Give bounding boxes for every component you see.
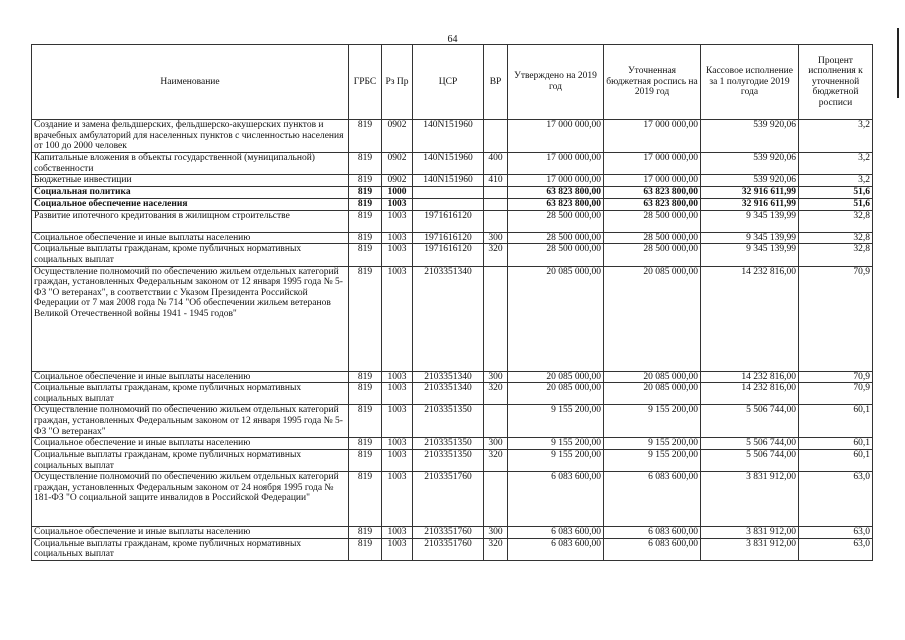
row-grbs-cell: 819 bbox=[349, 244, 382, 266]
row-percent-cell: 51,6 bbox=[799, 198, 873, 210]
row-refined-cell: 9 155 200,00 bbox=[604, 405, 701, 438]
table-row bbox=[32, 186, 873, 198]
row-vr-cell bbox=[484, 210, 508, 232]
row-percent-cell: 70,9 bbox=[799, 266, 873, 371]
row-vr-cell: 300 bbox=[484, 527, 508, 539]
row-grbs-cell: 819 bbox=[349, 186, 382, 198]
row-cash-cell: 5 506 744,00 bbox=[701, 449, 799, 471]
row-refined-cell: 20 085 000,00 bbox=[604, 383, 701, 405]
row-vr-cell bbox=[484, 405, 508, 438]
row-percent-cell: 3,2 bbox=[799, 153, 873, 175]
row-percent-cell: 51,6 bbox=[799, 186, 873, 198]
row-refined-cell: 28 500 000,00 bbox=[604, 210, 701, 232]
table-row bbox=[32, 175, 873, 187]
row-percent-cell: 63,0 bbox=[799, 472, 873, 527]
row-cash-cell: 14 232 816,00 bbox=[701, 383, 799, 405]
row-name-cell: Осуществление полномочий по обеспечению жильем отдельных категорий граждан, установленных Федеральным законом от 12 января 1995 года № 5-ФЗ "О ветеранах" bbox=[32, 405, 349, 438]
row-vr-cell: 400 bbox=[484, 153, 508, 175]
row-refined-cell: 28 500 000,00 bbox=[604, 244, 701, 266]
row-name-cell: Социальное обеспечение и иные выплаты населению bbox=[32, 232, 349, 244]
table-row bbox=[32, 120, 873, 153]
row-cash-cell: 14 232 816,00 bbox=[701, 266, 799, 371]
row-rzpr-cell: 1003 bbox=[382, 244, 413, 266]
row-percent-cell: 63,0 bbox=[799, 527, 873, 539]
row-grbs-cell: 819 bbox=[349, 538, 382, 560]
row-rzpr-cell: 0902 bbox=[382, 153, 413, 175]
row-grbs-cell: 819 bbox=[349, 266, 382, 371]
row-cash-cell: 539 920,06 bbox=[701, 153, 799, 175]
row-csr-cell: 1971616120 bbox=[413, 210, 484, 232]
row-vr-cell: 300 bbox=[484, 232, 508, 244]
row-percent-cell: 60,1 bbox=[799, 449, 873, 471]
row-csr-cell bbox=[413, 186, 484, 198]
row-refined-cell: 9 155 200,00 bbox=[604, 438, 701, 450]
row-approved-cell: 63 823 800,00 bbox=[508, 198, 604, 210]
row-grbs-cell: 819 bbox=[349, 438, 382, 450]
row-cash-cell: 539 920,06 bbox=[701, 120, 799, 153]
row-percent-cell: 32,8 bbox=[799, 210, 873, 232]
row-vr-cell: 300 bbox=[484, 438, 508, 450]
table-row bbox=[32, 438, 873, 450]
page-edge-mark bbox=[897, 28, 899, 98]
row-refined-cell: 6 083 600,00 bbox=[604, 538, 701, 560]
row-cash-cell: 539 920,06 bbox=[701, 175, 799, 187]
row-vr-cell bbox=[484, 266, 508, 371]
row-name-cell: Социальное обеспечение населения bbox=[32, 198, 349, 210]
row-rzpr-cell: 1003 bbox=[382, 538, 413, 560]
row-rzpr-cell: 1003 bbox=[382, 371, 413, 383]
row-refined-cell: 28 500 000,00 bbox=[604, 232, 701, 244]
row-name-cell: Развитие ипотечного кредитования в жилищном строительстве bbox=[32, 210, 349, 232]
table-row bbox=[32, 527, 873, 539]
row-cash-cell: 3 831 912,00 bbox=[701, 538, 799, 560]
header-vr: ВР bbox=[484, 45, 508, 120]
table-row bbox=[32, 449, 873, 471]
row-refined-cell: 6 083 600,00 bbox=[604, 472, 701, 527]
row-csr-cell: 2103351340 bbox=[413, 383, 484, 405]
row-percent-cell: 32,8 bbox=[799, 232, 873, 244]
row-refined-cell: 63 823 800,00 bbox=[604, 198, 701, 210]
row-percent-cell: 70,9 bbox=[799, 371, 873, 383]
row-approved-cell: 9 155 200,00 bbox=[508, 449, 604, 471]
row-percent-cell: 60,1 bbox=[799, 405, 873, 438]
row-cash-cell: 14 232 816,00 bbox=[701, 371, 799, 383]
row-vr-cell: 320 bbox=[484, 383, 508, 405]
row-name-cell: Социальные выплаты гражданам, кроме публичных нормативных социальных выплат bbox=[32, 244, 349, 266]
row-csr-cell: 2103351760 bbox=[413, 472, 484, 527]
row-name-cell: Создание и замена фельдшерских, фельдшерско-акушерских пунктов и врачебных амбулаторий для населенных пунктов с численностью населения от 100 до 2000 человек bbox=[32, 120, 349, 153]
row-csr-cell: 2103351340 bbox=[413, 266, 484, 371]
row-cash-cell: 32 916 611,99 bbox=[701, 198, 799, 210]
row-rzpr-cell: 1003 bbox=[382, 210, 413, 232]
row-refined-cell: 6 083 600,00 bbox=[604, 527, 701, 539]
row-vr-cell: 410 bbox=[484, 175, 508, 187]
row-rzpr-cell: 1003 bbox=[382, 383, 413, 405]
budget-table bbox=[31, 44, 873, 561]
row-csr-cell: 1971616120 bbox=[413, 244, 484, 266]
row-csr-cell bbox=[413, 198, 484, 210]
row-approved-cell: 28 500 000,00 bbox=[508, 210, 604, 232]
row-grbs-cell: 819 bbox=[349, 210, 382, 232]
row-csr-cell: 140N151960 bbox=[413, 120, 484, 153]
row-cash-cell: 32 916 611,99 bbox=[701, 186, 799, 198]
row-name-cell: Осуществление полномочий по обеспечению жильем отдельных категорий граждан, установленных Федеральным законом от 24 ноября 1995 года № 181-ФЗ "О социальной защите инвалидов в Российской Федерации" bbox=[32, 472, 349, 527]
page-number: 64 bbox=[447, 34, 458, 45]
header-rzpr: Рз Пр bbox=[382, 45, 413, 120]
header-percent: Процент исполнения к уточненной бюджетной росписи bbox=[799, 45, 873, 120]
row-cash-cell: 9 345 139,99 bbox=[701, 232, 799, 244]
row-name-cell: Социальное обеспечение и иные выплаты населению bbox=[32, 438, 349, 450]
row-rzpr-cell: 1003 bbox=[382, 527, 413, 539]
row-cash-cell: 3 831 912,00 bbox=[701, 527, 799, 539]
table-row bbox=[32, 198, 873, 210]
row-approved-cell: 17 000 000,00 bbox=[508, 153, 604, 175]
header-refined: Уточненная бюджетная роспись на 2019 год bbox=[604, 45, 701, 120]
row-rzpr-cell: 1003 bbox=[382, 472, 413, 527]
table-row bbox=[32, 232, 873, 244]
row-approved-cell: 9 155 200,00 bbox=[508, 405, 604, 438]
row-grbs-cell: 819 bbox=[349, 175, 382, 187]
table-row bbox=[32, 210, 873, 232]
row-approved-cell: 28 500 000,00 bbox=[508, 244, 604, 266]
row-name-cell: Социальные выплаты гражданам, кроме публичных нормативных социальных выплат bbox=[32, 538, 349, 560]
table-row bbox=[32, 405, 873, 438]
table-row bbox=[32, 383, 873, 405]
row-percent-cell: 70,9 bbox=[799, 383, 873, 405]
row-percent-cell: 60,1 bbox=[799, 438, 873, 450]
row-grbs-cell: 819 bbox=[349, 449, 382, 471]
row-grbs-cell: 819 bbox=[349, 153, 382, 175]
row-csr-cell: 2103351350 bbox=[413, 405, 484, 438]
row-cash-cell: 3 831 912,00 bbox=[701, 472, 799, 527]
row-percent-cell: 32,8 bbox=[799, 244, 873, 266]
row-grbs-cell: 819 bbox=[349, 232, 382, 244]
row-cash-cell: 5 506 744,00 bbox=[701, 405, 799, 438]
header-approved: Утверждено на 2019 год bbox=[508, 45, 604, 120]
row-csr-cell: 2103351760 bbox=[413, 527, 484, 539]
row-rzpr-cell: 1003 bbox=[382, 198, 413, 210]
row-rzpr-cell: 1000 bbox=[382, 186, 413, 198]
table-row bbox=[32, 538, 873, 560]
row-refined-cell: 9 155 200,00 bbox=[604, 449, 701, 471]
row-grbs-cell: 819 bbox=[349, 472, 382, 527]
row-vr-cell bbox=[484, 186, 508, 198]
row-percent-cell: 63,0 bbox=[799, 538, 873, 560]
row-rzpr-cell: 1003 bbox=[382, 266, 413, 371]
row-vr-cell: 320 bbox=[484, 244, 508, 266]
row-approved-cell: 63 823 800,00 bbox=[508, 186, 604, 198]
table-row bbox=[32, 153, 873, 175]
row-rzpr-cell: 1003 bbox=[382, 438, 413, 450]
row-approved-cell: 17 000 000,00 bbox=[508, 120, 604, 153]
row-approved-cell: 28 500 000,00 bbox=[508, 232, 604, 244]
row-grbs-cell: 819 bbox=[349, 371, 382, 383]
row-name-cell: Социальная политика bbox=[32, 186, 349, 198]
table-header-row bbox=[32, 45, 873, 120]
row-name-cell: Осуществление полномочий по обеспечению жильем отдельных категорий граждан, установленных Федеральным законом от 12 января 1995 года № 5-ФЗ "О ветеранах", в соответствии с Указом Президента Российской Федерации от 7 мая 2008 года № 714 "Об обеспечении жильем ветеранов Великой Отечественной войны 1941 - 1945 годов" bbox=[32, 266, 349, 371]
row-percent-cell: 3,2 bbox=[799, 175, 873, 187]
row-cash-cell: 9 345 139,99 bbox=[701, 244, 799, 266]
row-name-cell: Социальные выплаты гражданам, кроме публичных нормативных социальных выплат bbox=[32, 383, 349, 405]
row-name-cell: Социальные выплаты гражданам, кроме публичных нормативных социальных выплат bbox=[32, 449, 349, 471]
row-name-cell: Социальное обеспечение и иные выплаты населению bbox=[32, 371, 349, 383]
table-row bbox=[32, 472, 873, 527]
row-approved-cell: 20 085 000,00 bbox=[508, 383, 604, 405]
row-csr-cell: 1971616120 bbox=[413, 232, 484, 244]
row-rzpr-cell: 1003 bbox=[382, 232, 413, 244]
row-rzpr-cell: 0902 bbox=[382, 175, 413, 187]
row-cash-cell: 9 345 139,99 bbox=[701, 210, 799, 232]
row-vr-cell bbox=[484, 198, 508, 210]
row-approved-cell: 20 085 000,00 bbox=[508, 266, 604, 371]
row-grbs-cell: 819 bbox=[349, 198, 382, 210]
header-grbs: ГРБС bbox=[349, 45, 382, 120]
row-refined-cell: 17 000 000,00 bbox=[604, 120, 701, 153]
row-grbs-cell: 819 bbox=[349, 527, 382, 539]
row-vr-cell bbox=[484, 120, 508, 153]
row-approved-cell: 6 083 600,00 bbox=[508, 538, 604, 560]
row-name-cell: Бюджетные инвестиции bbox=[32, 175, 349, 187]
row-vr-cell: 320 bbox=[484, 538, 508, 560]
row-refined-cell: 17 000 000,00 bbox=[604, 153, 701, 175]
table-row bbox=[32, 371, 873, 383]
table-row bbox=[32, 266, 873, 371]
row-approved-cell: 9 155 200,00 bbox=[508, 438, 604, 450]
row-name-cell: Социальное обеспечение и иные выплаты населению bbox=[32, 527, 349, 539]
header-cash: Кассовое исполнение за 1 полугодие 2019 года bbox=[701, 45, 799, 120]
row-csr-cell: 2103351340 bbox=[413, 371, 484, 383]
row-refined-cell: 17 000 000,00 bbox=[604, 175, 701, 187]
row-vr-cell: 300 bbox=[484, 371, 508, 383]
row-grbs-cell: 819 bbox=[349, 120, 382, 153]
row-name-cell: Капитальные вложения в объекты государственной (муниципальной) собственности bbox=[32, 153, 349, 175]
row-csr-cell: 2103351350 bbox=[413, 438, 484, 450]
row-csr-cell: 2103351760 bbox=[413, 538, 484, 560]
row-cash-cell: 5 506 744,00 bbox=[701, 438, 799, 450]
row-approved-cell: 20 085 000,00 bbox=[508, 371, 604, 383]
table-row bbox=[32, 244, 873, 266]
row-rzpr-cell: 1003 bbox=[382, 405, 413, 438]
header-name: Наименование bbox=[32, 45, 349, 120]
row-refined-cell: 20 085 000,00 bbox=[604, 266, 701, 371]
row-vr-cell: 320 bbox=[484, 449, 508, 471]
row-csr-cell: 140N151960 bbox=[413, 153, 484, 175]
row-csr-cell: 2103351350 bbox=[413, 449, 484, 471]
row-grbs-cell: 819 bbox=[349, 405, 382, 438]
row-approved-cell: 17 000 000,00 bbox=[508, 175, 604, 187]
row-csr-cell: 140N151960 bbox=[413, 175, 484, 187]
header-csr: ЦСР bbox=[413, 45, 484, 120]
row-grbs-cell: 819 bbox=[349, 383, 382, 405]
row-percent-cell: 3,2 bbox=[799, 120, 873, 153]
row-approved-cell: 6 083 600,00 bbox=[508, 527, 604, 539]
row-vr-cell bbox=[484, 472, 508, 527]
row-refined-cell: 20 085 000,00 bbox=[604, 371, 701, 383]
row-rzpr-cell: 0902 bbox=[382, 120, 413, 153]
row-approved-cell: 6 083 600,00 bbox=[508, 472, 604, 527]
row-rzpr-cell: 1003 bbox=[382, 449, 413, 471]
row-refined-cell: 63 823 800,00 bbox=[604, 186, 701, 198]
